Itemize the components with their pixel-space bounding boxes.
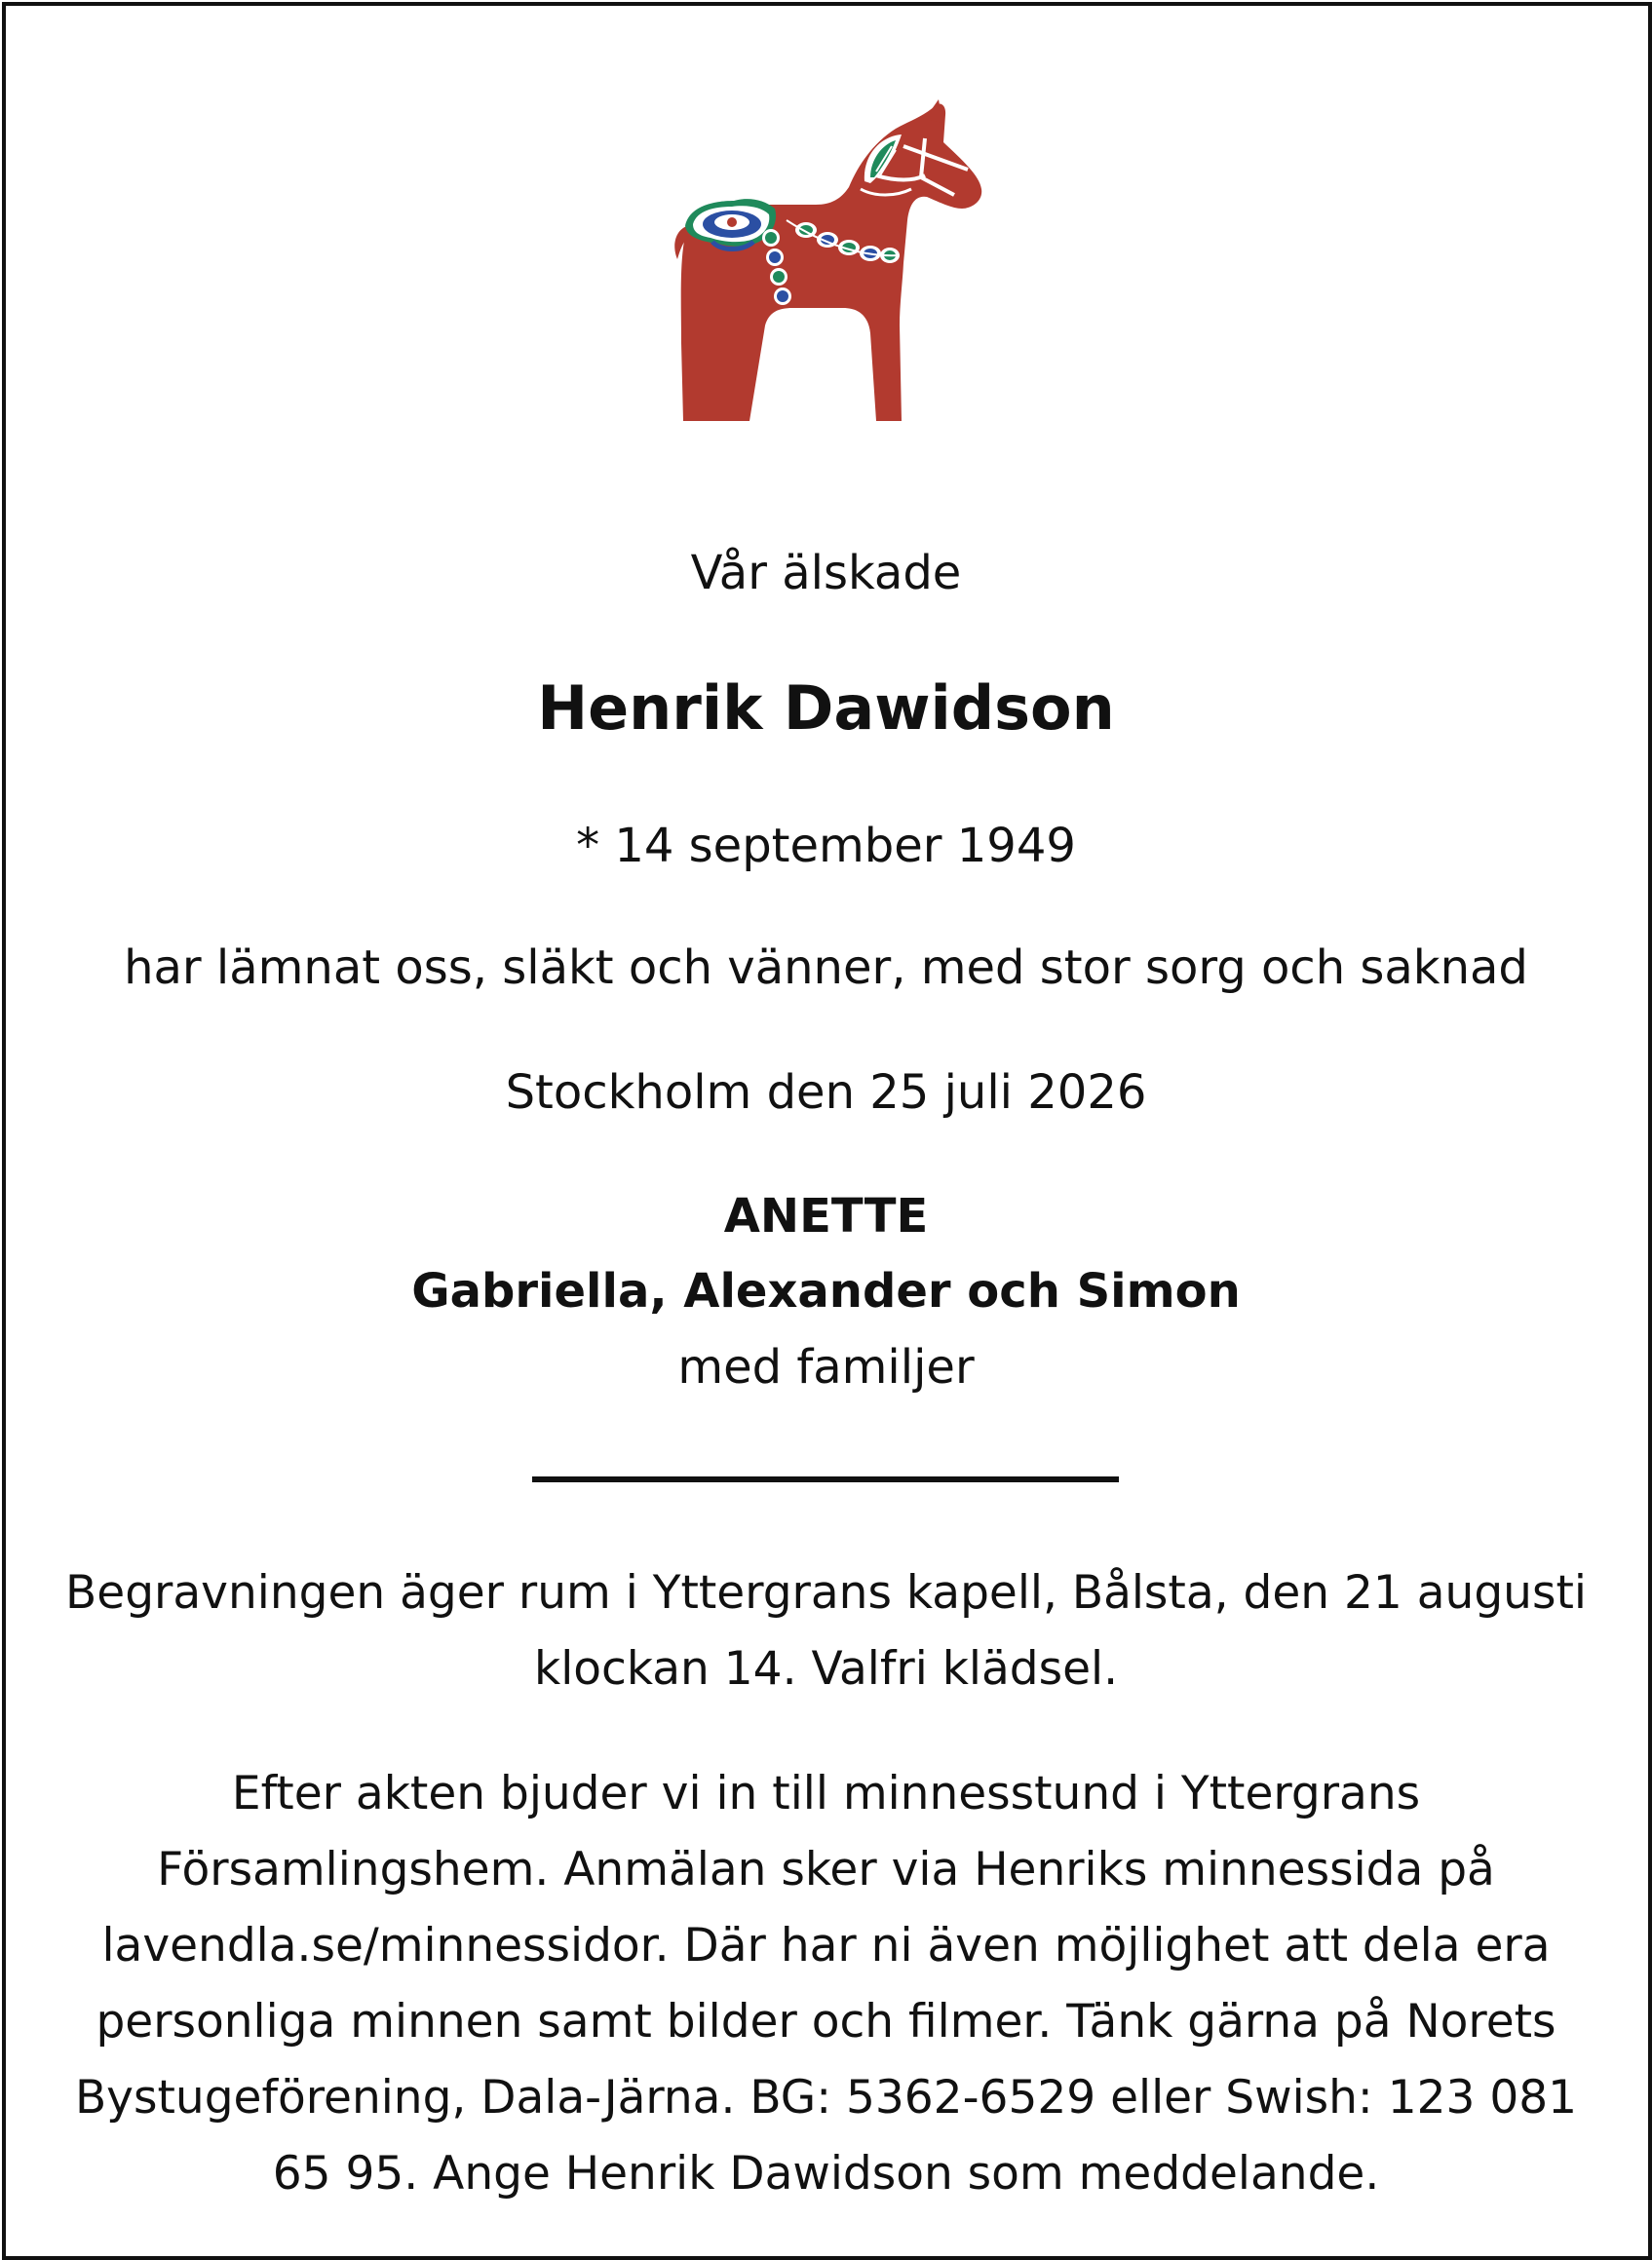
memorial-line: Efter akten bjuder vi in till minnesstund i Yttergrans bbox=[231, 1767, 1421, 1820]
passing-statement: har lämnat oss, släkt och vänner, med stor sorg och saknad bbox=[124, 940, 1528, 995]
memorial-line: Bystugeförening, Dala-Järna. BG: 5362-6529 eller Swish: 123 081 bbox=[74, 2071, 1578, 2125]
memorial-info bbox=[0, 1756, 1652, 2212]
signature-line: med familjer bbox=[677, 1340, 975, 1395]
dala-horse-icon bbox=[670, 99, 989, 427]
signature-line: ANETTE bbox=[723, 1189, 929, 1244]
memorial-line: personliga minnen samt bilder och filmer. Tänk gärna på Norets bbox=[96, 1995, 1556, 2049]
memorial-line: Församlingshem. Anmälan sker via Henriks minnessida på bbox=[157, 1843, 1495, 1896]
memorial-line: lavendla.se/minnessidor. Där har ni även möjlighet att dela era bbox=[101, 1919, 1551, 1973]
intro-text: Vår älskade bbox=[690, 546, 962, 600]
funeral-line: klockan 14. Valfri klädsel. bbox=[533, 1642, 1119, 1696]
memorial-line: 65 95. Ange Henrik Dawidson som meddelande. bbox=[272, 2147, 1380, 2201]
divider bbox=[532, 1476, 1119, 1482]
funeral-line: Begravningen äger rum i Yttergrans kapell, Bålsta, den 21 augusti bbox=[65, 1566, 1587, 1620]
funeral-info bbox=[0, 1555, 1652, 1707]
deceased-name: Henrik Dawidson bbox=[537, 672, 1115, 744]
birth-date: * 14 september 1949 bbox=[576, 819, 1076, 873]
place-and-date: Stockholm den 25 juli 2026 bbox=[505, 1065, 1147, 1120]
signature-line: Gabriella, Alexander och Simon bbox=[411, 1264, 1241, 1319]
